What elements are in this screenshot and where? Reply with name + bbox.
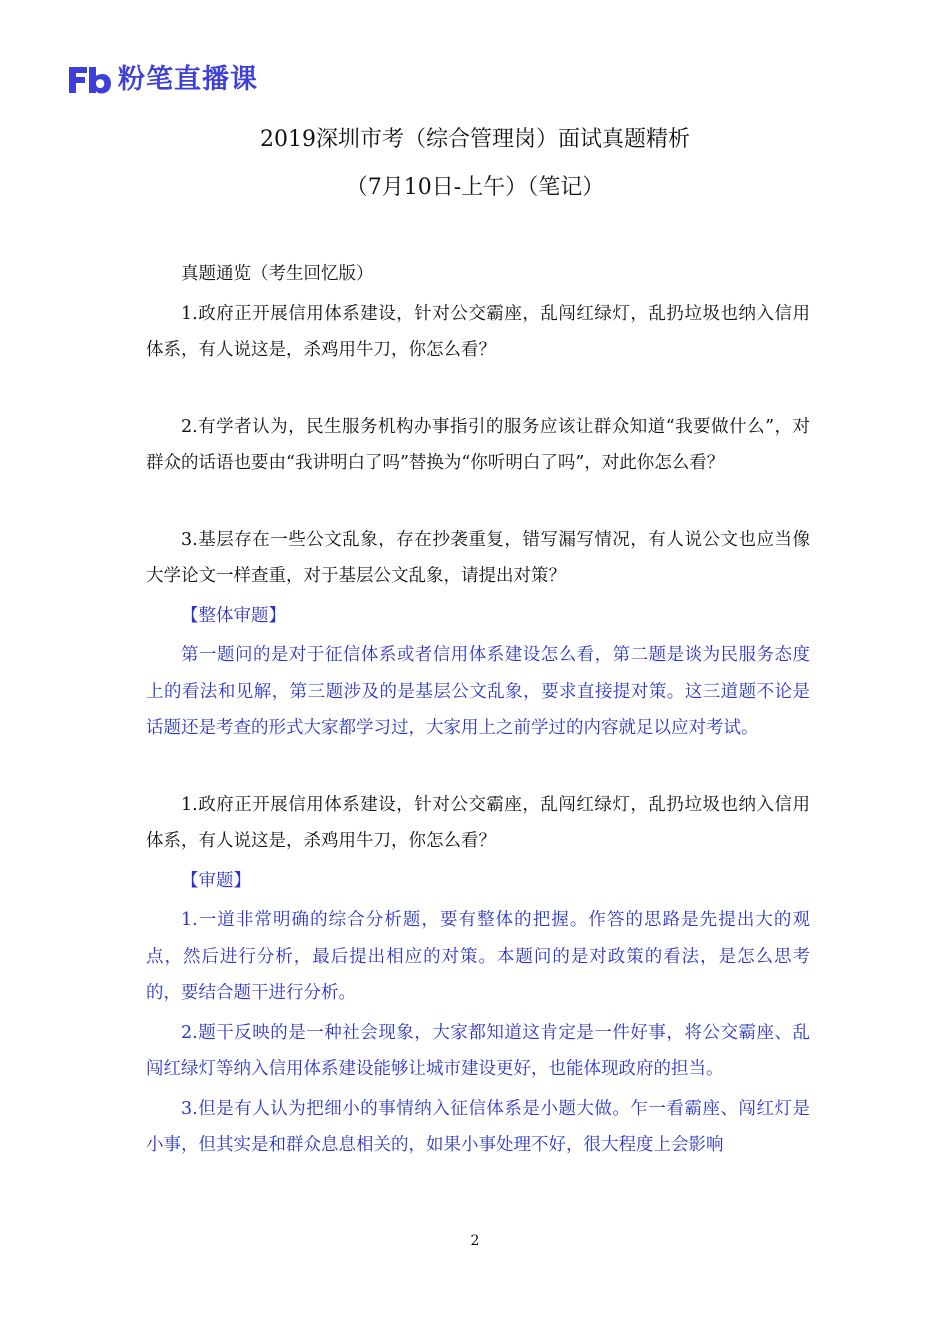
analysis-point: 3.但是有人认为把细小的事情纳入征信体系是小题大做。乍一看霸座、闯红灯是小事，但其实是和群众息息相关的，如果小事处理不好，很大程度上会影响 (146, 1098, 810, 1155)
overall-review-text: 第一题问的是对于征信体系或者信用体系建设怎么看，第二题是谈为民服务态度上的看法和见解，第三题涉及的是基层公文乱象，要求直接提对策。这三道题不论是话题还是考查的形式大家都学习过，大家用上之前学过的内容就足以应对考试。 (146, 645, 810, 738)
fenbi-logo-icon (66, 64, 112, 96)
brand-logo (66, 62, 258, 98)
question-3: 3.基层存在一些公文乱象，存在抄袭重复，错写漏写情况，有人说公文也应当像大学论文一样查重，对于基层公文乱象，请提出对策？ (146, 529, 810, 586)
document-title: 2019深圳市考（综合管理岗）面试真题精析 (260, 127, 690, 152)
spacer (146, 750, 810, 787)
overall-review-heading: 【整体审题】 (181, 605, 286, 626)
spacer (146, 485, 810, 522)
overview-heading: 真题通览（考生回忆版） (181, 264, 374, 284)
analysis-heading: 【审题】 (181, 870, 251, 891)
question-1: 1.政府正开展信用体系建设，针对公交霸座，乱闯红绿灯，乱扔垃圾也纳入信用体系，有人说这是，杀鸡用牛刀，你怎么看？ (146, 303, 810, 360)
question-2: 2.有学者认为，民生服务机构办事指引的服务应该让群众知道“我要做什么”，对群众的话语也要由“我讲明白了吗”替换为“你听明白了吗”，对此你怎么看？ (146, 416, 810, 473)
question-1-repeat: 1.政府正开展信用体系建设，针对公交霸座，乱闯红绿灯，乱扔垃圾也纳入信用体系，有人说这是，杀鸡用牛刀，你怎么看？ (146, 794, 810, 851)
analysis-point: 2.题干反映的是一种社会现象，大家都知道这肯定是一件好事，将公交霸座、乱闯红绿灯等纳入信用体系建设能够让城市建设更好，也能体现政府的担当。 (146, 1022, 810, 1079)
page-number: 2 (470, 1233, 480, 1249)
document-subtitle: （7月10日-上午）（笔记） (345, 175, 605, 200)
brand-name: 粉笔直播课 (118, 64, 258, 95)
spacer (146, 372, 810, 409)
document-body (146, 256, 810, 1167)
analysis-point: 1.一道非常明确的综合分析题，要有整体的把握。作答的思路是先提出大的观点，然后进行分析，最后提出相应的对策。本题问的是对政策的看法，是怎么思考的，要结合题干进行分析。 (146, 910, 810, 1003)
